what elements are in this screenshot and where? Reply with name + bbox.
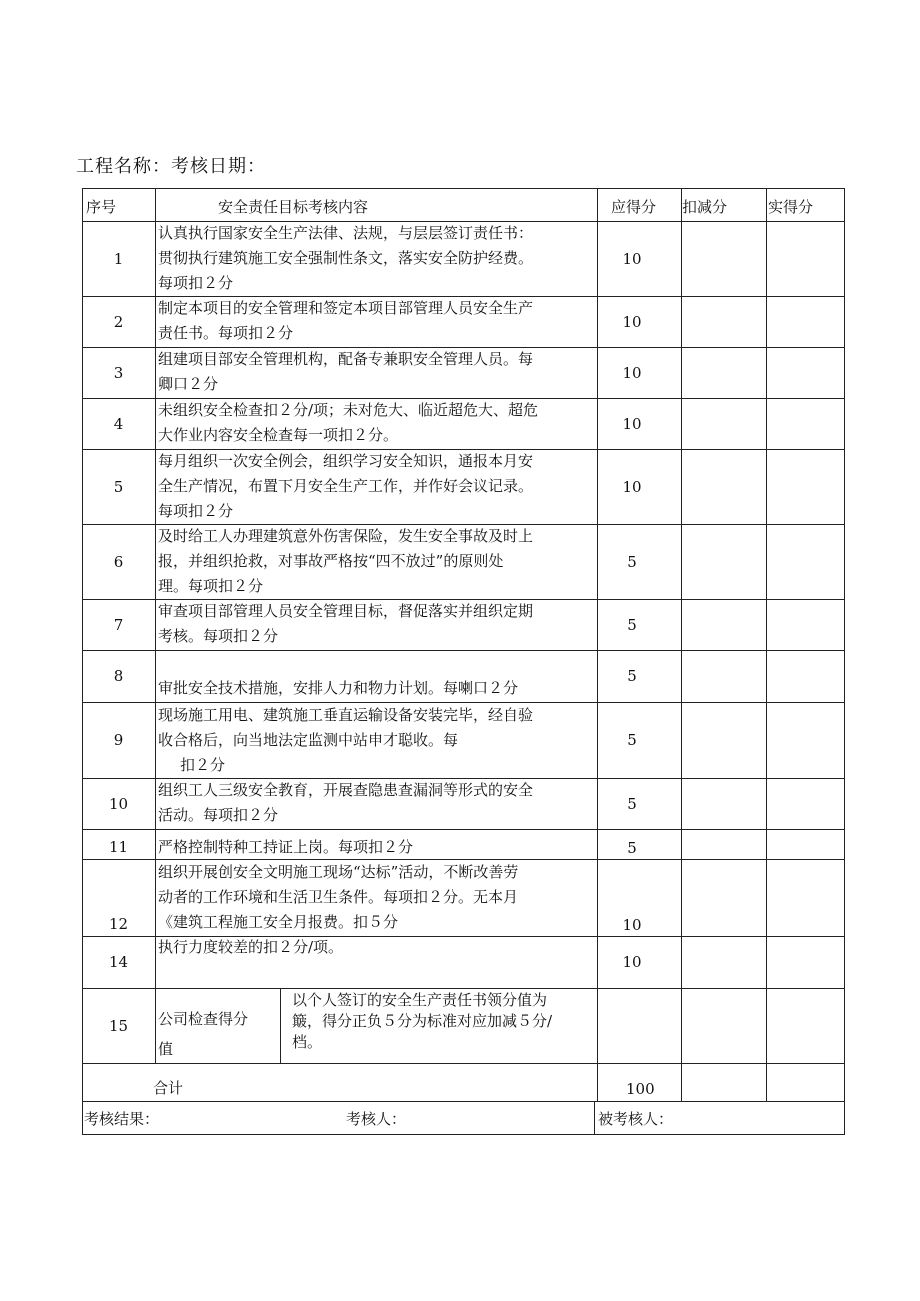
row-content-line: 审批安全技术措施，安排人力和物力计划。每喇口２分 — [158, 679, 519, 697]
header-index: 序号 — [86, 198, 117, 216]
footer-assessor: 考核人： — [346, 1110, 407, 1128]
row-divider — [82, 347, 845, 348]
header-due-score: 应得分 — [611, 198, 657, 216]
row-content-line: 理。每项扣２分 — [158, 577, 264, 595]
row-divider — [82, 524, 845, 525]
row-index: 5 — [113, 477, 124, 496]
row-content-line: 卿口２分 — [158, 374, 219, 393]
row-content-line: 组织工人三级安全教育，开展查隐患查漏洞等形式的安全 — [158, 780, 534, 799]
row-content-line: 组织开展创安全文明施工现场“达标”活动，不断改善劳 — [158, 863, 519, 881]
footer-result: 考核结果： — [84, 1110, 160, 1128]
row-index: 10 — [108, 794, 129, 813]
column-divider — [681, 188, 682, 1101]
row-index: 8 — [113, 667, 124, 685]
column-divider — [594, 1101, 595, 1134]
row-index: 15 — [108, 1016, 129, 1035]
row-due-score: 5 — [627, 731, 637, 749]
document-title: 工程名称：考核日期： — [76, 156, 266, 177]
row-content-line: 全生产情况，布置下月安全生产工作，并作好会议记录。 — [158, 477, 534, 495]
row-content-line: 及时给工人办理建筑意外伤害保险，发生安全事故及时上 — [158, 527, 534, 545]
row-divider — [82, 702, 845, 703]
total-label: 合计 — [153, 1079, 184, 1097]
row-index: 7 — [113, 615, 124, 634]
row-content-line: 考核。每项扣２分 — [158, 626, 279, 645]
row-content-line: 责任书。每项扣２分 — [158, 323, 294, 342]
row-content-line: 《建筑工程施工安全月报费。扣５分 — [158, 913, 399, 931]
row-due-score: 10 — [622, 477, 642, 496]
column-divider — [766, 188, 767, 1101]
row-due-score: 5 — [627, 794, 637, 813]
row-content-line: 收合格后，向当地法定监测中站申才聪收。每 — [158, 730, 459, 749]
row-content-line: 以个人签订的安全生产责任书领分值为 — [292, 991, 548, 1009]
row-index: 4 — [113, 414, 124, 433]
row-divider — [82, 1101, 845, 1102]
column-divider — [280, 988, 281, 1063]
row-content-line: 贯彻执行建筑施工安全强制性条文，落实安全防护经费。 — [158, 249, 534, 267]
row-content-line: 执行力度较差的扣２分/项。 — [158, 938, 344, 956]
row-index: 6 — [113, 552, 124, 571]
row-divider — [82, 188, 845, 189]
row-content-line: 审查项目部管理人员安全管理目标，督促落实并组织定期 — [158, 601, 534, 620]
row-divider — [82, 221, 845, 222]
row-index: 9 — [113, 731, 124, 749]
row-content-line: 每月组织一次安全例会，组织学习安全知识，通报本月安 — [158, 452, 534, 470]
row-due-score: 10 — [622, 953, 642, 971]
row-divider — [82, 936, 845, 937]
row-content-line: 认真执行国家安全生产法律、法规，与层层签订责任书： — [158, 224, 534, 242]
row-index: 1 — [113, 249, 124, 268]
row-due-score: 5 — [627, 615, 637, 634]
row-due-score: 10 — [622, 363, 642, 382]
row-divider — [82, 1134, 845, 1135]
column-divider — [155, 188, 156, 1063]
footer-assessee: 被考核人： — [598, 1110, 674, 1128]
header-content: 安全责任目标考核内容 — [218, 198, 369, 216]
row-divider — [82, 296, 845, 297]
company-check-label: 值 — [158, 1040, 174, 1058]
row-index: 11 — [108, 838, 129, 856]
row-index: 12 — [108, 915, 129, 933]
row-due-score: 5 — [627, 839, 637, 857]
row-due-score: 5 — [627, 667, 637, 685]
row-index: 2 — [113, 312, 124, 331]
row-due-score: 5 — [627, 552, 637, 571]
header-actual-score: 实得分 — [768, 198, 814, 216]
row-index: 3 — [113, 363, 124, 382]
row-content-line: 动者的工作环境和生活卫生条件。每项扣２分。无本月 — [158, 888, 519, 906]
row-content-line: 现场施工用电、建筑施工垂直运输设备安装完毕，经自验 — [158, 705, 534, 724]
row-content-line: 每项扣２分 — [158, 274, 234, 292]
row-due-score: 10 — [622, 414, 642, 433]
row-divider — [82, 829, 845, 830]
row-content-line: 活动。每项扣２分 — [158, 805, 279, 824]
row-due-score: 10 — [622, 312, 642, 331]
header-deduct-score: 扣减分 — [682, 198, 728, 216]
row-index: 14 — [108, 953, 129, 971]
total-score: 100 — [626, 1080, 655, 1098]
row-content-line: 大作业内容安全检查每一项扣２分。 — [158, 425, 399, 444]
row-divider — [82, 398, 845, 399]
row-divider — [82, 449, 845, 450]
row-divider — [82, 650, 845, 651]
table-border-right — [844, 188, 845, 1134]
row-due-score: 10 — [622, 916, 642, 934]
row-divider — [82, 1063, 845, 1064]
row-content-line: 档。 — [292, 1033, 323, 1051]
row-content-line: 每项扣２分 — [158, 502, 234, 520]
row-content-line: 报，并组织抢救，对事故严格按“四不放过”的原则处 — [158, 552, 504, 570]
row-divider — [82, 988, 845, 989]
row-content-line: 严格控制特种工持证上岗。每项扣２分 — [158, 838, 414, 856]
row-content-line: 未组织安全检查扣２分/项；未对危大、临近超危大、超危 — [158, 400, 539, 419]
row-content-line: 扣２分 — [180, 755, 226, 774]
row-divider — [82, 859, 845, 860]
row-content-line: 制定本项目的安全管理和签定本项目部管理人员安全生产 — [158, 298, 534, 317]
row-divider — [82, 599, 845, 600]
row-divider — [82, 778, 845, 779]
row-content-line: 组建项目部安全管理机构，配备专兼职安全管理人员。每 — [158, 349, 534, 368]
row-content-line: 簸，得分正负５分为标准对应加减５分/ — [292, 1012, 553, 1030]
company-check-label: 公司检查得分 — [158, 1010, 249, 1028]
row-due-score: 10 — [622, 249, 642, 268]
